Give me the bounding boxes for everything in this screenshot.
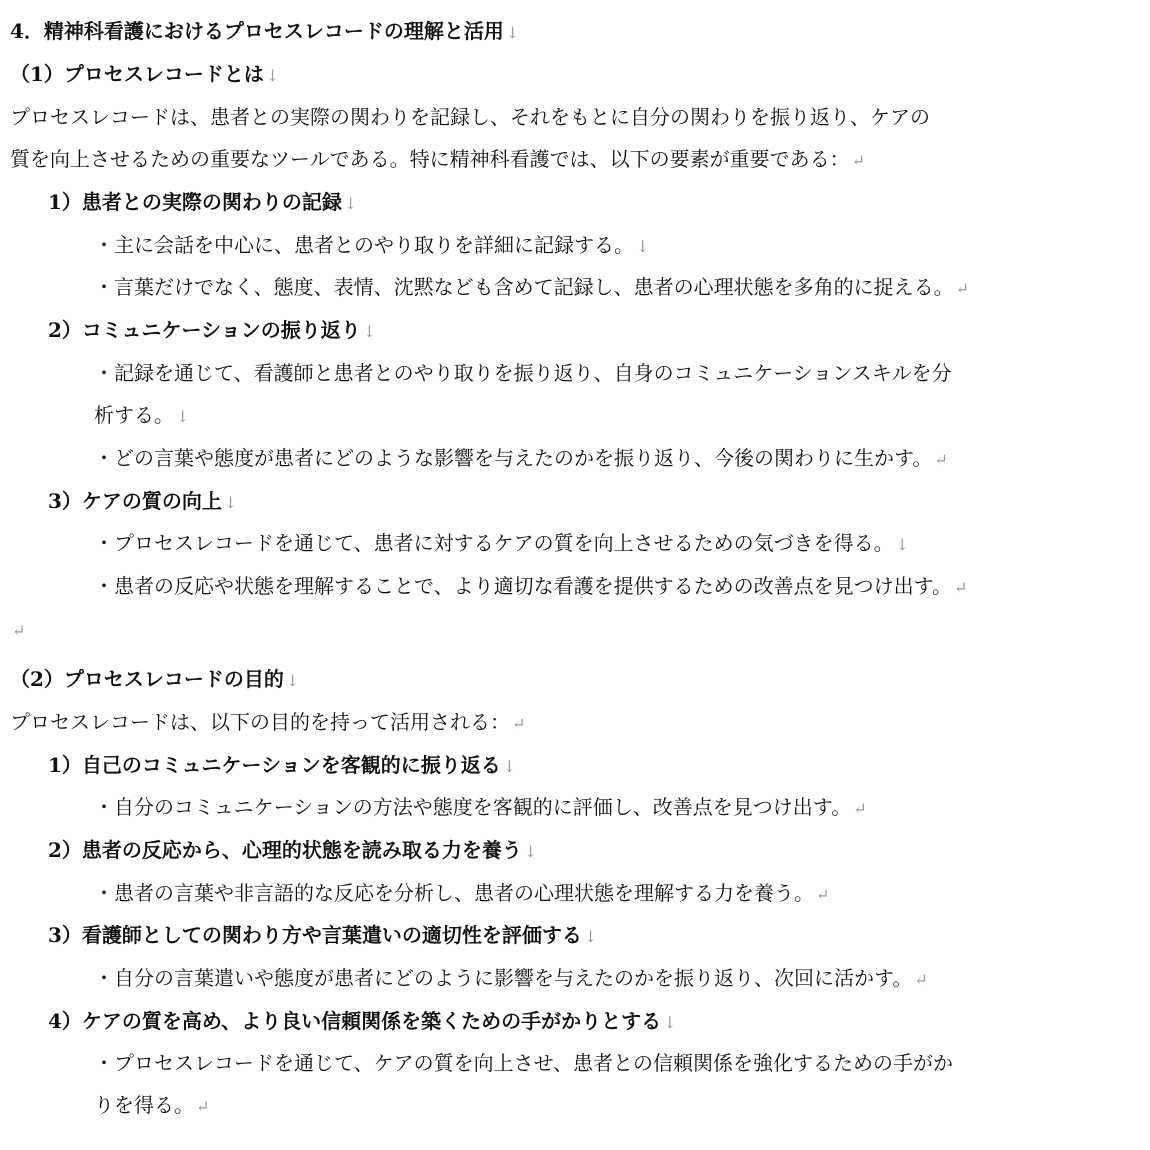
section-title: 4．精神科看護におけるプロセスレコードの理解と活用 ↓ xyxy=(10,19,520,43)
part2-item1-label: 1）自己のコミュニケーションを客観的に振り返る ↓ xyxy=(48,753,517,777)
empty-paragraph: ↵ xyxy=(12,621,26,640)
part2-item2-bullet1: ・患者の言葉や非言語的な反応を分析し、患者の心理状態を理解する力を養う。 ↵ xyxy=(94,881,830,905)
part2-item4-bullet1: ・プロセスレコードを通じて、ケアの質を向上させ、患者との信頼関係を強化するための手がか xyxy=(94,1051,953,1075)
part1-item3-bullet2: ・患者の反応や状態を理解することで、より適切な看護を提供するための改善点を見つけ出す。 ↵ xyxy=(94,574,968,598)
part1-item3-bullet1: ・プロセスレコードを通じて、患者に対するケアの質を向上させるための気づきを得る。 ↓ xyxy=(94,531,910,555)
part2-intro: プロセスレコードは、以下の目的を持って活用される： ↵ xyxy=(10,710,526,734)
part1-item1-bullet1: ・主に会話を中心に、患者とのやり取りを詳細に記録する。 ↓ xyxy=(94,233,650,257)
part1-heading: （1）プロセスレコードとは ↓ xyxy=(10,62,280,86)
part1-item2-label: 2）コミュニケーションの振り返り ↓ xyxy=(48,318,377,342)
part1-item2-bullet1-cont: 析する。 ↓ xyxy=(94,403,190,427)
part2-item4-label: 4）ケアの質を高め、より良い信頼関係を築くための手がかりとする ↓ xyxy=(48,1009,677,1033)
part2-item2-label: 2）患者の反応から、心理的状態を読み取る力を養う ↓ xyxy=(48,838,538,862)
part1-item2-bullet1: ・記録を通じて、看護師と患者とのやり取りを振り返り、自身のコミュニケーションスキルを分 xyxy=(94,361,952,385)
part2-item3-label: 3）看護師としての関わり方や言葉遣いの適切性を評価する ↓ xyxy=(48,923,598,947)
part2-item3-bullet1: ・自分の言葉遣いや態度が患者にどのように影響を与えたのかを振り返り、次回に活かす。 ↵ xyxy=(94,966,928,990)
part2-item4-bullet1-cont: りを得る。 ↵ xyxy=(94,1093,210,1117)
part1-item1-bullet2: ・言葉だけでなく、態度、表情、沈黙なども含めて記録し、患者の心理状態を多角的に捉える。 ↵ xyxy=(94,275,970,299)
part2-item1-bullet1: ・自分のコミュニケーションの方法や態度を客観的に評価し、改善点を見つけ出す。 ↵ xyxy=(94,795,867,819)
part1-item3-label: 3）ケアの質の向上 ↓ xyxy=(48,489,238,513)
part1-intro-line2: 質を向上させるための重要なツールである。特に精神科看護では、以下の要素が重要である： ↵ xyxy=(10,147,866,171)
part1-item2-bullet2: ・どの言葉や態度が患者にどのような影響を与えたのかを振り返り、今後の関わりに生かす。 ↵ xyxy=(94,446,948,470)
part1-item1-label: 1）患者との実際の関わりの記録 ↓ xyxy=(48,190,358,214)
part1-intro-line1: プロセスレコードは、患者との実際の関わりを記録し、それをもとに自分の関わりを振り返り、ケアの xyxy=(10,105,930,129)
part2-heading: （2）プロセスレコードの目的 ↓ xyxy=(10,667,300,691)
